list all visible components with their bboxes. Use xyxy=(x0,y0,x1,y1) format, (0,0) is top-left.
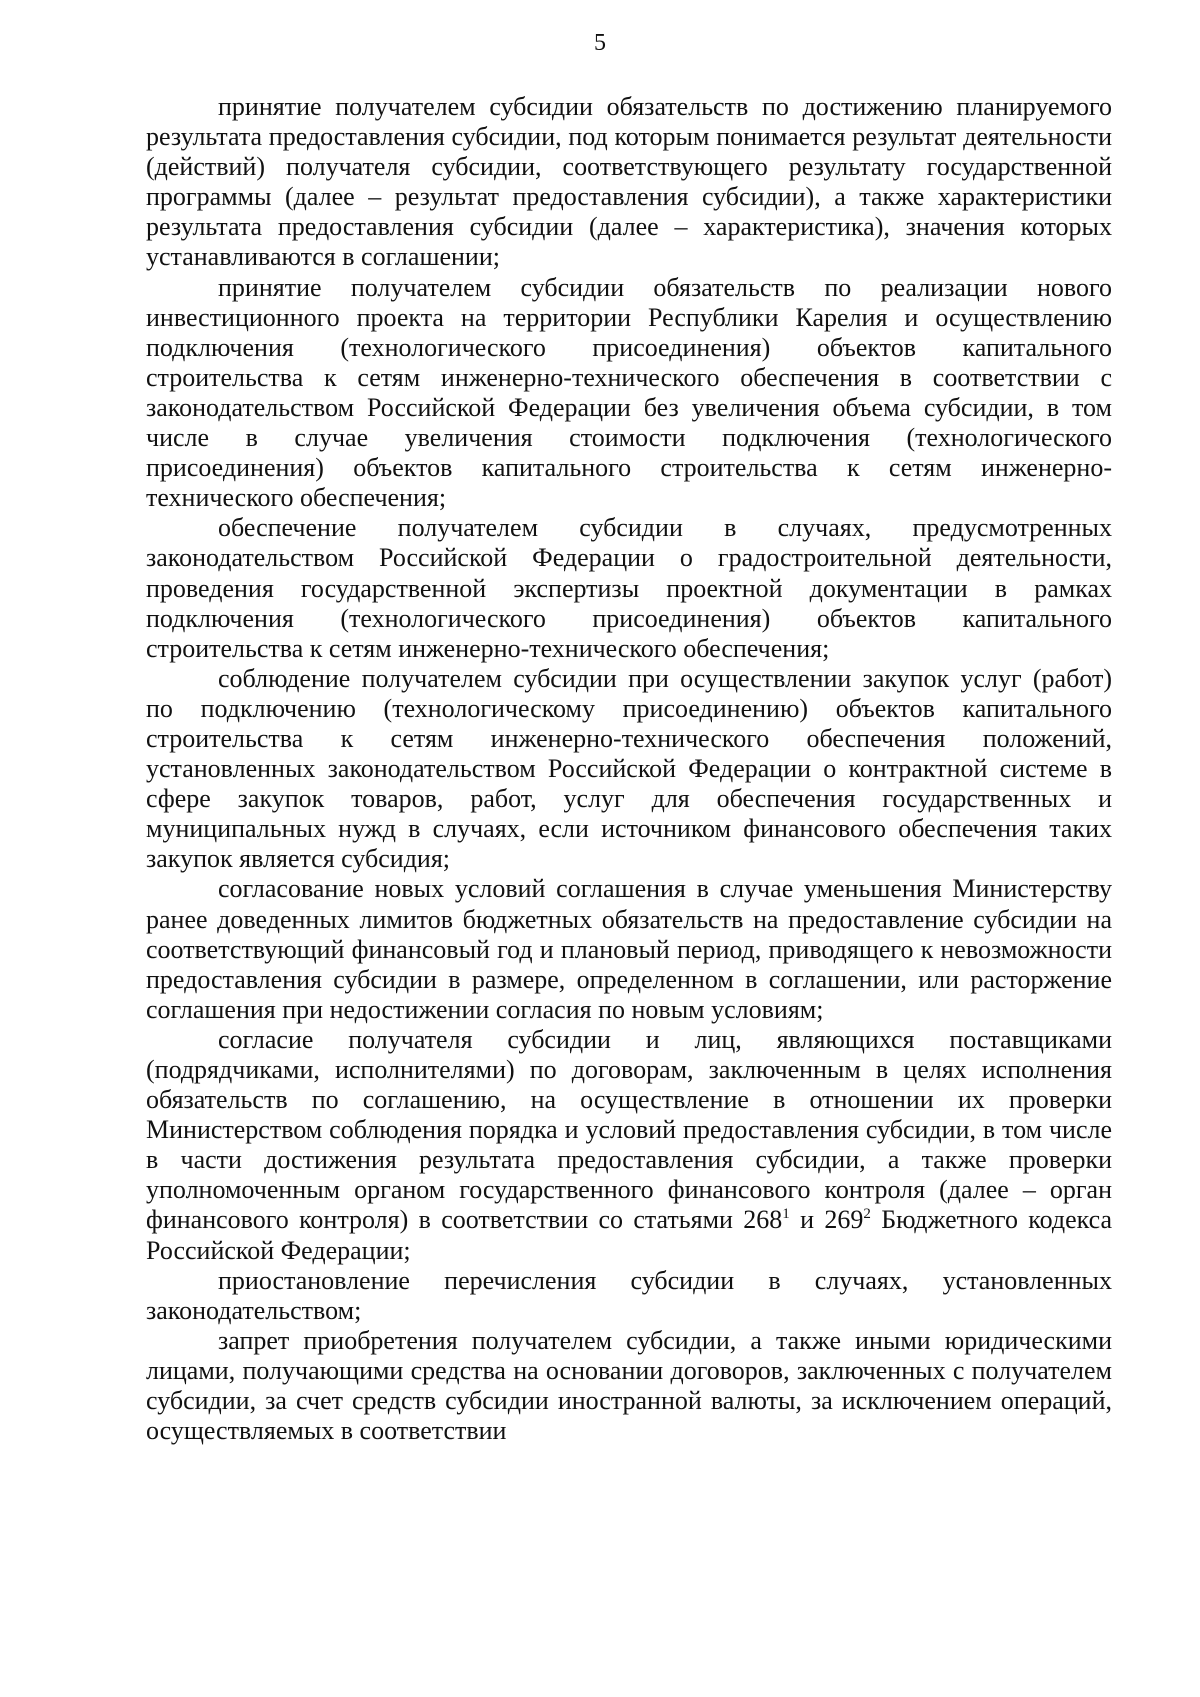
paragraph-transfer-suspension: приостановление перечисления субсидии в случаях, установленных законодательством; xyxy=(146,1265,1112,1325)
paragraph-result-obligation: принятие получателем субсидии обязательств по достижению планируемого результата предоставления субсидии, под которым понимается результат деятельности (действий) получателя субсидии, соответствующего результату государственной программы (далее – результат предоставления субсидии), а также характеристики результата предоставления субсидии (далее – характеристика), значения которых устанавливаются в соглашении; xyxy=(146,92,1112,272)
paragraph-state-expertise: обеспечение получателем субсидии в случаях, предусмотренных законодательством Российской Федерации о градостроительной деятельности, проведения государственной экспертизы проектной документации в рамках подключения (технологического присоединения) объектов капитального строительства к сетям инженерно-технического обеспечения; xyxy=(146,513,1112,663)
article-269-superscript: 2 xyxy=(863,1206,871,1223)
paragraph-procurement-compliance: соблюдение получателем субсидии при осуществлении закупок услуг (работ) по подключению (технологическому присоединению) объектов капитального строительства к сетям инженерно-технического обеспечения положений, установленных законодательством Российской Федерации о контрактной системе в сфере закупок товаров, работ, услуг для обеспечения государственных и муниципальных нужд в случаях, если источником финансового обеспечения таких закупок является субсидия; xyxy=(146,663,1112,874)
document-body xyxy=(146,92,1112,1446)
paragraph-investment-project: принятие получателем субсидии обязательств по реализации нового инвестиционного проекта на территории Республики Карелия и осуществлению подключения (технологического присоединения) объектов капитального строительства к сетям инженерно-технического обеспечения в соответствии с законодательством Российской Федерации без увеличения объема субсидии, в том числе в случае увеличения стоимости подключения (технологического присоединения) объектов капитального строительства к сетям инженерно-технического обеспечения; xyxy=(146,272,1112,513)
paragraph-audit-consent xyxy=(146,1025,1112,1266)
page-number: 5 xyxy=(594,30,606,56)
article-268-superscript: 1 xyxy=(782,1206,790,1223)
audit-text-middle: и 269 xyxy=(789,1205,864,1235)
paragraph-new-agreement-terms: согласование новых условий соглашения в случае уменьшения Министерству ранее доведенных лимитов бюджетных обязательств на предоставление субсидии на соответствующий финансовый год и плановый период, приводящего к невозможности предоставления субсидии в размере, определенном в соглашении, или расторжение соглашения при недостижении согласия по новым условиям; xyxy=(146,874,1112,1024)
audit-text-start: согласие получателя субсидии и лиц, являющихся поставщиками (подрядчиками, исполнителями) по договорам, заключенным в целях исполнения обязательств по соглашению, на осуществление в отношении их проверки Министерством соблюдения порядка и условий предоставления субсидии, в том числе в части достижения результата предоставления субсидии, а также проверки уполномоченным органом государственного финансового контроля (далее – орган финансового контроля) в соответствии со статьями 268 xyxy=(146,1024,1112,1235)
paragraph-foreign-currency-ban: запрет приобретения получателем субсидии, а также иными юридическими лицами, получающими средства на основании договоров, заключенных с получателем субсидии, за счет средств субсидии иностранной валюты, за исключением операций, осуществляемых в соответствии xyxy=(146,1325,1112,1446)
audit-text-end: Бюджетного кодекса Российской Федерации; xyxy=(146,1205,1112,1265)
